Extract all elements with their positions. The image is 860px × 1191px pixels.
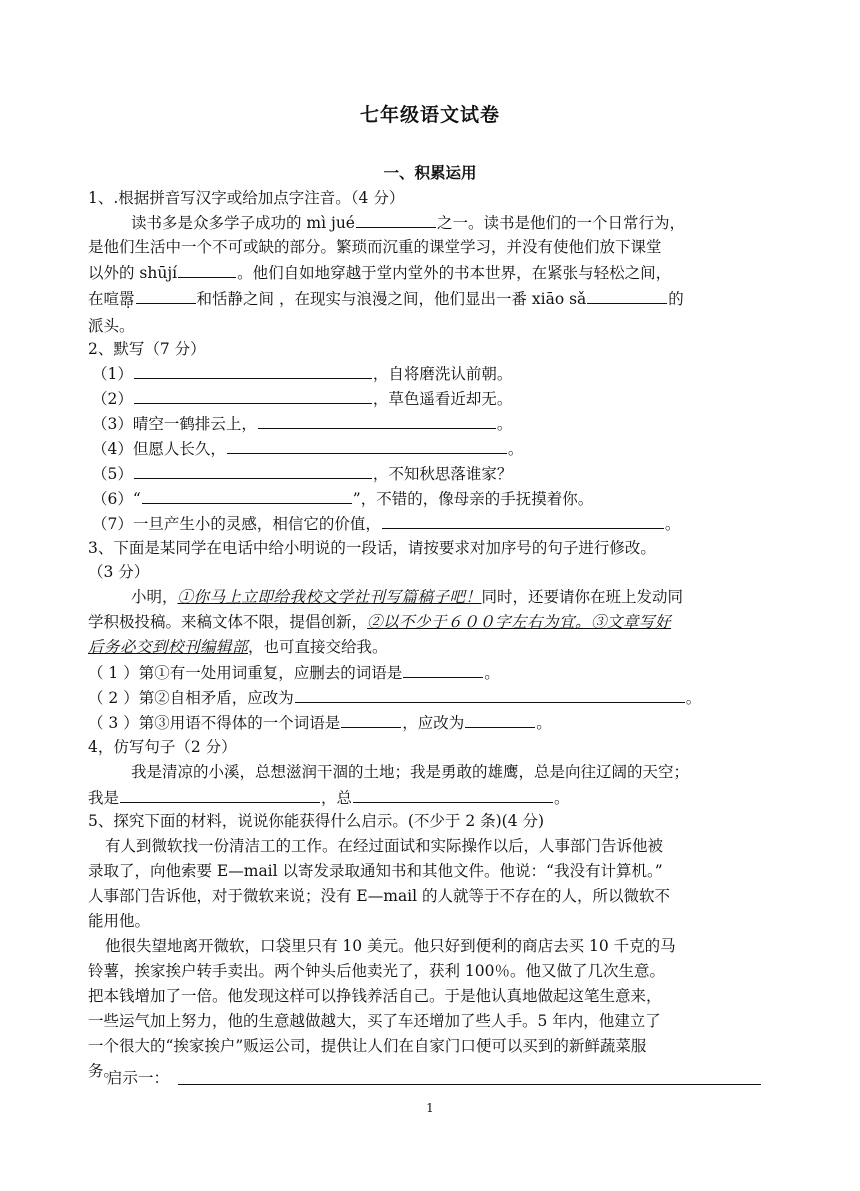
answer-blank[interactable] — [142, 487, 352, 504]
dotted-char: 嚣 — [119, 290, 135, 308]
marked-sentence-2: ②以不少于６００字左右为宜。 — [367, 613, 592, 631]
answer-blank[interactable] — [356, 211, 436, 228]
section-heading: 一、积累运用 — [383, 164, 477, 182]
q5-para-line: 铃薯，挨家挨户转手卖出。两个钟头后他卖光了，获利 100％。他又做了几次生意。 — [88, 962, 666, 980]
q1-line: 是他们生活中一个不可或缺的部分。繁琐而沉重的课堂学习，并没有使他们放下课堂 — [88, 238, 662, 256]
q4-line: 我是清凉的小溪，总想滋润干涸的土地；我是勇敢的雄鹰，总是向往辽阔的天空； — [131, 763, 690, 781]
answer-blank[interactable] — [134, 462, 372, 479]
answer-blank[interactable] — [353, 786, 553, 803]
q3-passage: 后务必交到校刊编辑部，也可直接交给我。 — [88, 638, 388, 656]
q3-score: （3 分） — [88, 563, 150, 581]
answer-blank[interactable] — [134, 387, 372, 404]
q3-sub: （ 3 ）第③用语不得体的一个词语是 ，应改为 。 — [88, 711, 552, 734]
q1-line: 读书多是众多学子成功的 mì jué 之一。读书是他们的一个日常行为， — [131, 211, 685, 234]
q4-line: 我是 ，总 。 — [88, 786, 570, 809]
answer-blank[interactable] — [136, 287, 196, 304]
answer-line[interactable] — [178, 1084, 761, 1085]
answer-blank[interactable] — [120, 786, 320, 803]
answer-blank[interactable] — [258, 412, 496, 429]
q2-item: （7）一旦产生小的灵感，相信它的价值， 。 — [92, 512, 680, 535]
q2-heading: 2、默写（7 分） — [88, 340, 206, 358]
answer-blank[interactable] — [465, 711, 535, 728]
q1-line: 派头。 — [88, 317, 135, 335]
q3-passage: 小明，①你马上立即给我校文学社刊写篇稿子吧！同时，还要请你在班上发动同 — [131, 588, 684, 606]
q1-heading: 1、.根据拼音写汉字或给加点字注音。（4 分） — [88, 189, 405, 207]
q5-para-line: 把本钱增加了一倍。他发现这样可以挣钱养活自己。于是他认真地做起这笔生意来， — [88, 987, 662, 1005]
marked-sentence-3-cont: 后务必交到校刊编辑部 — [88, 638, 249, 656]
q4-heading: 4，仿写句子（2 分） — [88, 738, 237, 756]
marked-sentence-1: ①你马上立即给我校文学社刊写篇稿子吧！ — [177, 588, 482, 606]
answer-blank[interactable] — [341, 711, 401, 728]
answer-blank[interactable] — [134, 362, 372, 379]
q3-sub: （ 2 ）第②自相矛盾，应改为 。 — [88, 686, 701, 709]
q1-line: 以外的 shūjí 。他们自如地穿越于堂内堂外的书本世界，在紧张与轻松之间， — [88, 261, 671, 284]
q5-para-line: 录取了，向他索要 E—mail 以寄发录取通知书和其他文件。他说：“我没有计算机。” — [88, 862, 663, 880]
q2-item: （3）晴空一鹤排云上， 。 — [92, 412, 512, 435]
q3-heading: 3、下面是某同学在电话中给小明说的一段话，请按要求对加序号的句子进行修改。 — [88, 539, 656, 557]
page-number: 1 — [426, 1101, 434, 1115]
q1-line: 在喧嚣 和恬静之间 ，在现实与浪漫之间，他们显出一番 xiāo sǎ 的 — [88, 287, 684, 310]
q2-item: （4）但愿人长久， 。 — [92, 437, 523, 460]
answer-blank[interactable] — [403, 661, 483, 678]
answer-blank[interactable] — [382, 512, 664, 529]
answer-blank[interactable] — [227, 437, 507, 454]
q5-para-line: 一个很大的“挨家挨户”贩运公司，提供让人们在自家门口便可以买到的新鲜蔬菜服 — [88, 1037, 647, 1055]
hint-1-label: 启示一： — [107, 1069, 170, 1087]
answer-blank[interactable] — [295, 686, 685, 703]
marked-sentence-3: ③文章写好 — [591, 613, 672, 631]
q2-item: （2） ，草色遥看近却无。 — [92, 387, 512, 410]
q3-sub: （ 1 ）第①有一处用词重复，应删去的词语是 。 — [88, 661, 500, 684]
q5-para-line: 他很失望地离开微软，口袋里只有 10 美元。他只好到便利的商店去买 10 千克的马 — [105, 937, 676, 955]
q2-item: （5） ，不知秋思落谁家？ — [92, 462, 512, 485]
q3-passage: 学积极投稿。来稿文体不限，提倡创新，②以不少于６００字左右为宜。③文章写好 — [88, 613, 672, 631]
q5-para-line: 一些运气加上努力，他的生意越做越大，买了车还增加了些人手。5 年内，他建立了 — [88, 1012, 661, 1030]
answer-blank[interactable] — [587, 287, 667, 304]
q5-heading: 5、探究下面的材料，说说你能获得什么启示。(不少于 2 条)(4 分) — [88, 812, 545, 830]
q2-item: （1） ，自将磨洗认前朝。 — [92, 362, 512, 385]
q5-para-line: 务。 — [88, 1062, 120, 1080]
q5-para-line: 人事部门告诉他，对于微软来说；没有 E—mail 的人就等于不存在的人，所以微软不 — [88, 887, 671, 905]
q5-para-line: 有人到微软找一份清洁工的工作。在经过面试和实际操作以后，人事部门告诉他被 — [105, 837, 664, 855]
q2-item: （6）“ ”，不错的，像母亲的手抚摸着你。 — [92, 487, 593, 510]
q5-para-line: 能用他。 — [88, 912, 151, 930]
answer-blank[interactable] — [178, 261, 236, 278]
page-title: 七年级语文试卷 — [359, 104, 500, 126]
